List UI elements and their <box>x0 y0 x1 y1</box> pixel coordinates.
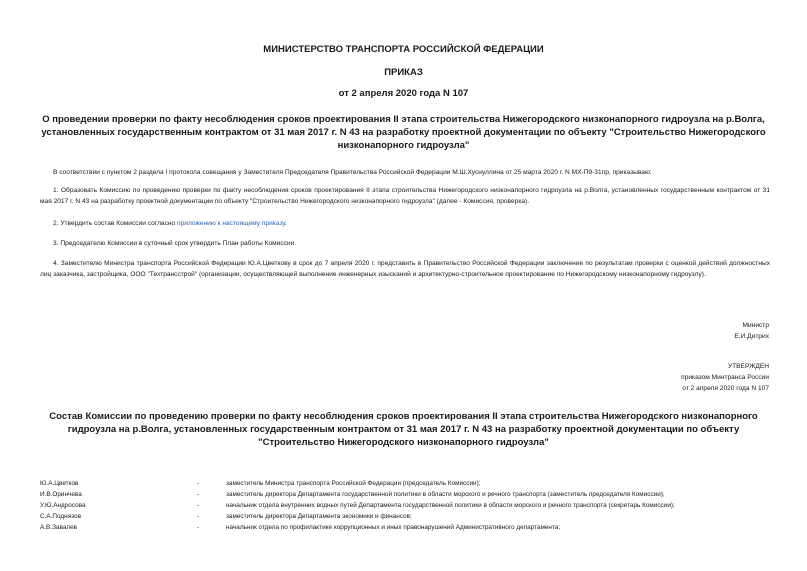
member-role: заместитель Министра транспорта Российской Федерации (председатель Комиссии); <box>226 480 481 487</box>
member-role: начальник отдела внутренних водных путей Департамента государственной политики в области морского и речного транспорта (секретарь Комиссии); <box>226 502 675 509</box>
member-role: заместитель директора Департамента государственной политики в области морского и речного транспорта (заместитель председателя Комиссии); <box>226 491 665 498</box>
signature-name: Е.И.Дитрих <box>734 333 769 340</box>
paragraph-2-text: 2. Утвердить состав Комиссии согласно <box>53 220 178 227</box>
order-date-number: от 2 апреля 2020 года N 107 <box>338 88 469 99</box>
member-row <box>40 522 780 533</box>
member-name: Ю.А.Цветков <box>40 480 79 487</box>
member-row <box>40 478 780 489</box>
member-dash: - <box>197 513 200 520</box>
member-name: А.В.Завалев <box>40 524 78 531</box>
composition-title: Состав Комиссии по проведению проверки по факту несоблюдения сроков проектирования II этапа строительства Нижегородского низконапорного гидроузла на р.Волга, установленных государственным контрактом от 31 мая 2017 г. N 43 на разработку проектной документации по объекту "Строительство Нижегородского низконапорного гидроузла" <box>49 411 758 448</box>
member-dash: - <box>197 480 200 487</box>
paragraph-1-text: 1. Образовать Комиссию по проведению проверки по факту несоблюдения сроков проектирования II этапа строительства Нижегородского низконапорного гидроузла на р.Волга, установленных государственным контрактом от 31 мая 2017 г. N 43 на разработку проектной документации по объекту "Строительство Нижегородского низконапорного гидроузла" (далее - Комиссия, проверка). <box>40 187 770 205</box>
paragraph-3-text: 3. Председателю Комиссии в суточный срок утвердить План работы Комиссии. <box>53 240 297 247</box>
paragraph-4-text: 4. Заместителю Министра транспорта Российской Федерации Ю.А.Цветкову в срок до 7 апреля 2020 г. представить в Правительство Российской Федерации заключение по результатам проверки с оценкой действий должностных лиц заказчика, застройщика, ООО "Техтрансстрой" (организации, осуществляющей выполнение инженерных изысканий и архитектурно-строительное проектирование по Нижегородскому низконапорному гидроузлу). <box>40 260 770 278</box>
member-row <box>40 489 780 500</box>
intro-paragraph: В соответствии с пунктом 2 раздела I протокола совещания у Заместителя Председателя Правительства Российской Федерации М.Ш.Хуснуллина от 25 марта 2020 г. N МХ-П9-31пр, приказываю: <box>53 169 652 176</box>
member-row <box>40 511 780 522</box>
document-type: ПРИКАЗ <box>384 67 423 78</box>
signature-block <box>734 320 769 342</box>
member-row <box>40 500 780 511</box>
approval-line-2: приказом Минтранса России <box>681 374 769 381</box>
appendix-link[interactable]: приложению к настоящему приказу <box>177 220 286 227</box>
member-role: начальник отдела по профилактике коррупционных и иных правонарушений Административного департамента; <box>226 524 561 531</box>
paragraph-2 <box>40 218 770 229</box>
member-name: С.А.Поднязов <box>40 513 81 520</box>
member-dash: - <box>197 524 200 531</box>
approval-line-3: от 2 апреля 2020 года N 107 <box>682 385 769 392</box>
approval-line-1: УТВЕРЖДЕН <box>727 363 769 370</box>
member-list <box>40 478 780 533</box>
paragraph-2-end: . <box>285 220 287 227</box>
member-dash: - <box>197 502 200 509</box>
member-role: заместитель директора Департамента экономики и финансов; <box>226 513 412 520</box>
paragraph-1 <box>40 185 770 207</box>
member-dash: - <box>197 491 200 498</box>
paragraph-3 <box>40 238 770 249</box>
member-name: У.Ю.Андросова <box>40 502 86 509</box>
order-title: О проведении проверки по факту несоблюдения сроков проектирования II этапа строительства Нижегородского низконапорного гидроузла на р.Волга, установленных государственным контрактом от 31 мая 2017 г. N 43 на разработку проектной документации по объекту "Строительство Нижегородского низконапорного гидроузла" <box>41 114 766 151</box>
approval-block <box>681 361 769 394</box>
signature-position: Министр <box>742 322 769 329</box>
member-name: И.В.Оринчева <box>40 491 82 498</box>
ministry-heading: МИНИСТЕРСТВО ТРАНСПОРТА РОССИЙСКОЙ ФЕДЕРАЦИИ <box>263 44 544 55</box>
paragraph-4 <box>40 258 770 280</box>
